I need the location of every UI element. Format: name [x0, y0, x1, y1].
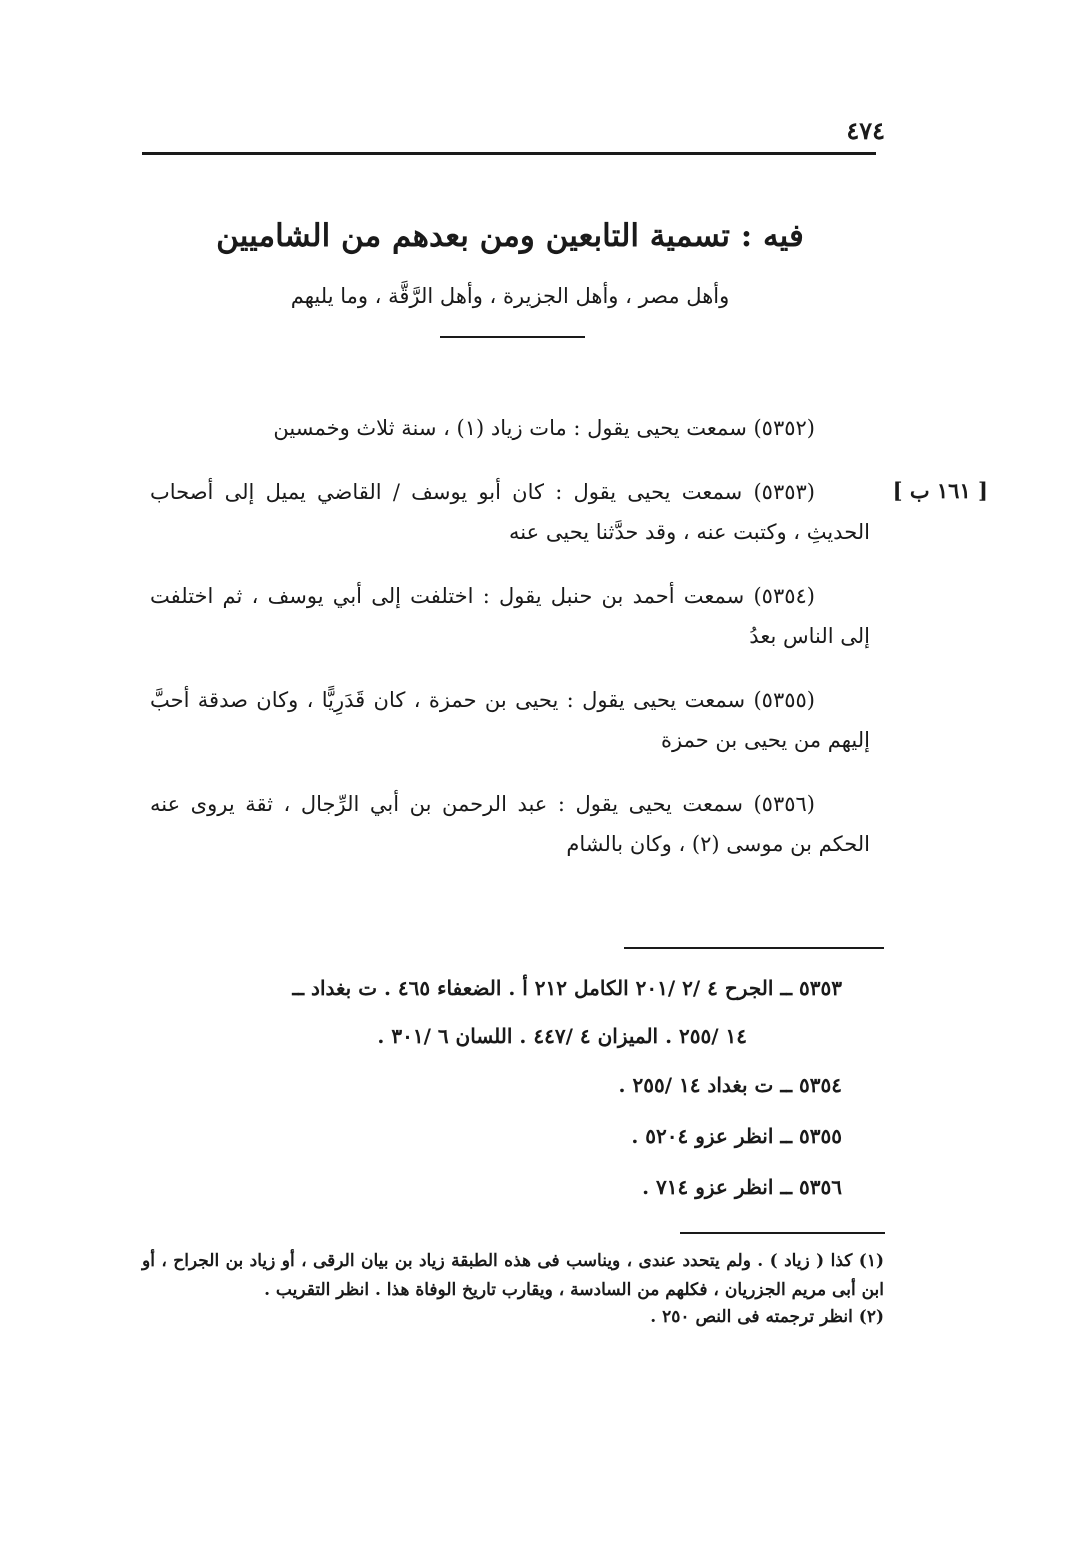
footnotes-divider: [680, 1232, 885, 1234]
entry-5356: (٥٣٥٦) سمعت يحيى يقول : عبد الرحمن بن أبي الرِّجال ، ثقة يروى عنه الحكم بن موسى (٢) ، وكان بالشام: [150, 792, 870, 856]
section-subtitle: وأهل مصر ، وأهل الجزيرة ، وأهل الرَّقَّة ، وما يليهم: [290, 284, 730, 308]
entry-5355: (٥٣٥٥) سمعت يحيى يقول : يحيى بن حمزة ، كان قَدَرِيًّا ، وكان صدقة أحبَّ إليهم من يحيى بن حمزة: [150, 688, 870, 752]
margin-folio-note: [ ١٦١ ب ]: [892, 478, 988, 503]
page-number: ٤٧٤: [846, 116, 885, 145]
reference-5355: ٥٣٥٥ ــ انظر عزو ٥٢٠٤ .: [631, 1124, 842, 1148]
reference-5353: [150, 964, 870, 1060]
title-divider: [440, 336, 585, 338]
reference-line: ٥٣٥٣ ــ الجرح ٤ /٢ /٢٠١ الكامل ٢١٢ أ . الضعفاء ٤٦٥ . ت بغداد ــ: [292, 976, 842, 1000]
section-title: فيه : تسمية التابعين ومن بعدهم من الشاميين: [216, 218, 804, 254]
footnote-2: (٢) انظر ترجمته فى النص ٢٥٠ .: [650, 1307, 884, 1327]
reference-5356: ٥٣٥٦ ــ انظر عزو ٧١٤ .: [642, 1175, 842, 1199]
footnote-1: (١) كذا ( زياد ) . ولم يتحدد عندى ، ويناسب فى هذه الطبقة زياد بن بيان الرقى ، أو زياد بن الجراح ، أو ابن أبى مريم الجزريان ، فكلهم من السادسة ، ويقارب تاريخ الوفاة هذا . انظر التقريب .: [142, 1251, 884, 1300]
header-rule: [142, 152, 876, 155]
entry-5354: (٥٣٥٤) سمعت أحمد بن حنبل يقول : اختلفت إلى أبي يوسف ، ثم اختلفت إلى الناس بعدُ: [150, 584, 870, 648]
entry-5353: (٥٣٥٣) سمعت يحيى يقول : كان أبو يوسف / القاضي يميل إلى أصحاب الحديثِ ، وكتبت عنه ، وقد حدَّثنا يحيى عنه: [150, 480, 870, 544]
reference-line: ١٤ /٢٥٥ . الميزان ٤ /٤٤٧ . اللسان ٦ /٣٠١ .: [377, 1024, 747, 1048]
footnotes: [142, 1247, 884, 1332]
entry-5352: (٥٣٥٢) سمعت يحيى يقول : مات زياد (١) ، سنة ثلاث وخمسين: [273, 416, 815, 440]
references-divider: [624, 947, 884, 949]
references-list: [150, 964, 870, 1213]
entries-list: [150, 408, 870, 888]
reference-5354: ٥٣٥٤ ــ ت بغداد ١٤ /٢٥٥ .: [618, 1073, 842, 1097]
